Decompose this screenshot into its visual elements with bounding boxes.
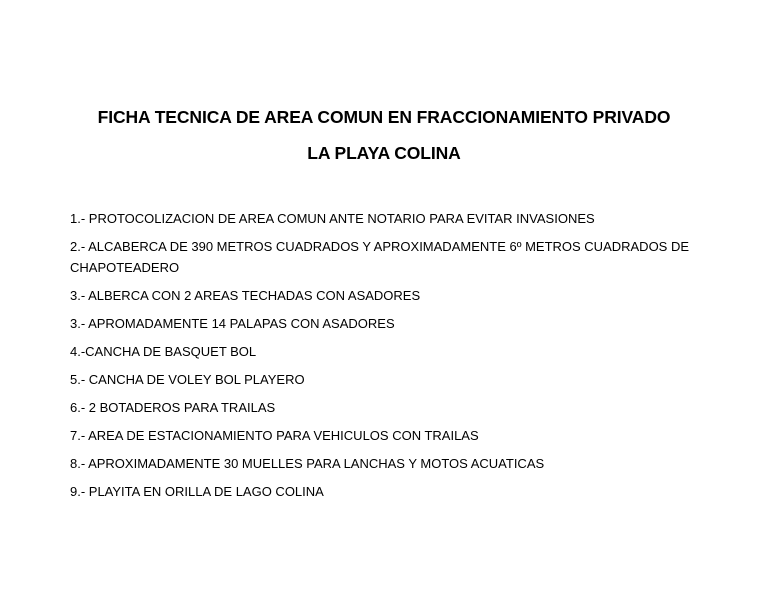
document-title: FICHA TECNICA DE AREA COMUN EN FRACCIONAMIENTO PRIVADO [97,107,671,127]
list-item: 3.- ALBERCA CON 2 AREAS TECHADAS CON ASADORES [70,288,421,303]
list-item: 3.- APROMADAMENTE 14 PALAPAS CON ASADORES [70,316,395,331]
list-item: 9.- PLAYITA EN ORILLA DE LAGO COLINA [70,484,324,499]
document-subtitle: LA PLAYA COLINA [307,143,461,163]
list-item: 1.- PROTOCOLIZACION DE AREA COMUN ANTE NOTARIO PARA EVITAR INVASIONES [70,211,595,226]
list-item: 5.- CANCHA DE VOLEY BOL PLAYERO [70,372,305,387]
list-item: 8.- APROXIMADAMENTE 30 MUELLES PARA LANCHAS Y MOTOS ACUATICAS [70,456,545,471]
list-item: 4.-CANCHA DE BASQUET BOL [70,344,257,359]
features-list [70,208,700,509]
list-item: 6.- 2 BOTADEROS PARA TRAILAS [70,400,276,415]
list-item: 2.- ALCABERCA DE 390 METROS CUADRADOS Y APROXIMADAMENTE 6º METROS CUADRADOS DE CHAPOTEADERO [70,239,690,275]
list-item: 7.- AREA DE ESTACIONAMIENTO PARA VEHICULOS CON TRAILAS [70,428,479,443]
